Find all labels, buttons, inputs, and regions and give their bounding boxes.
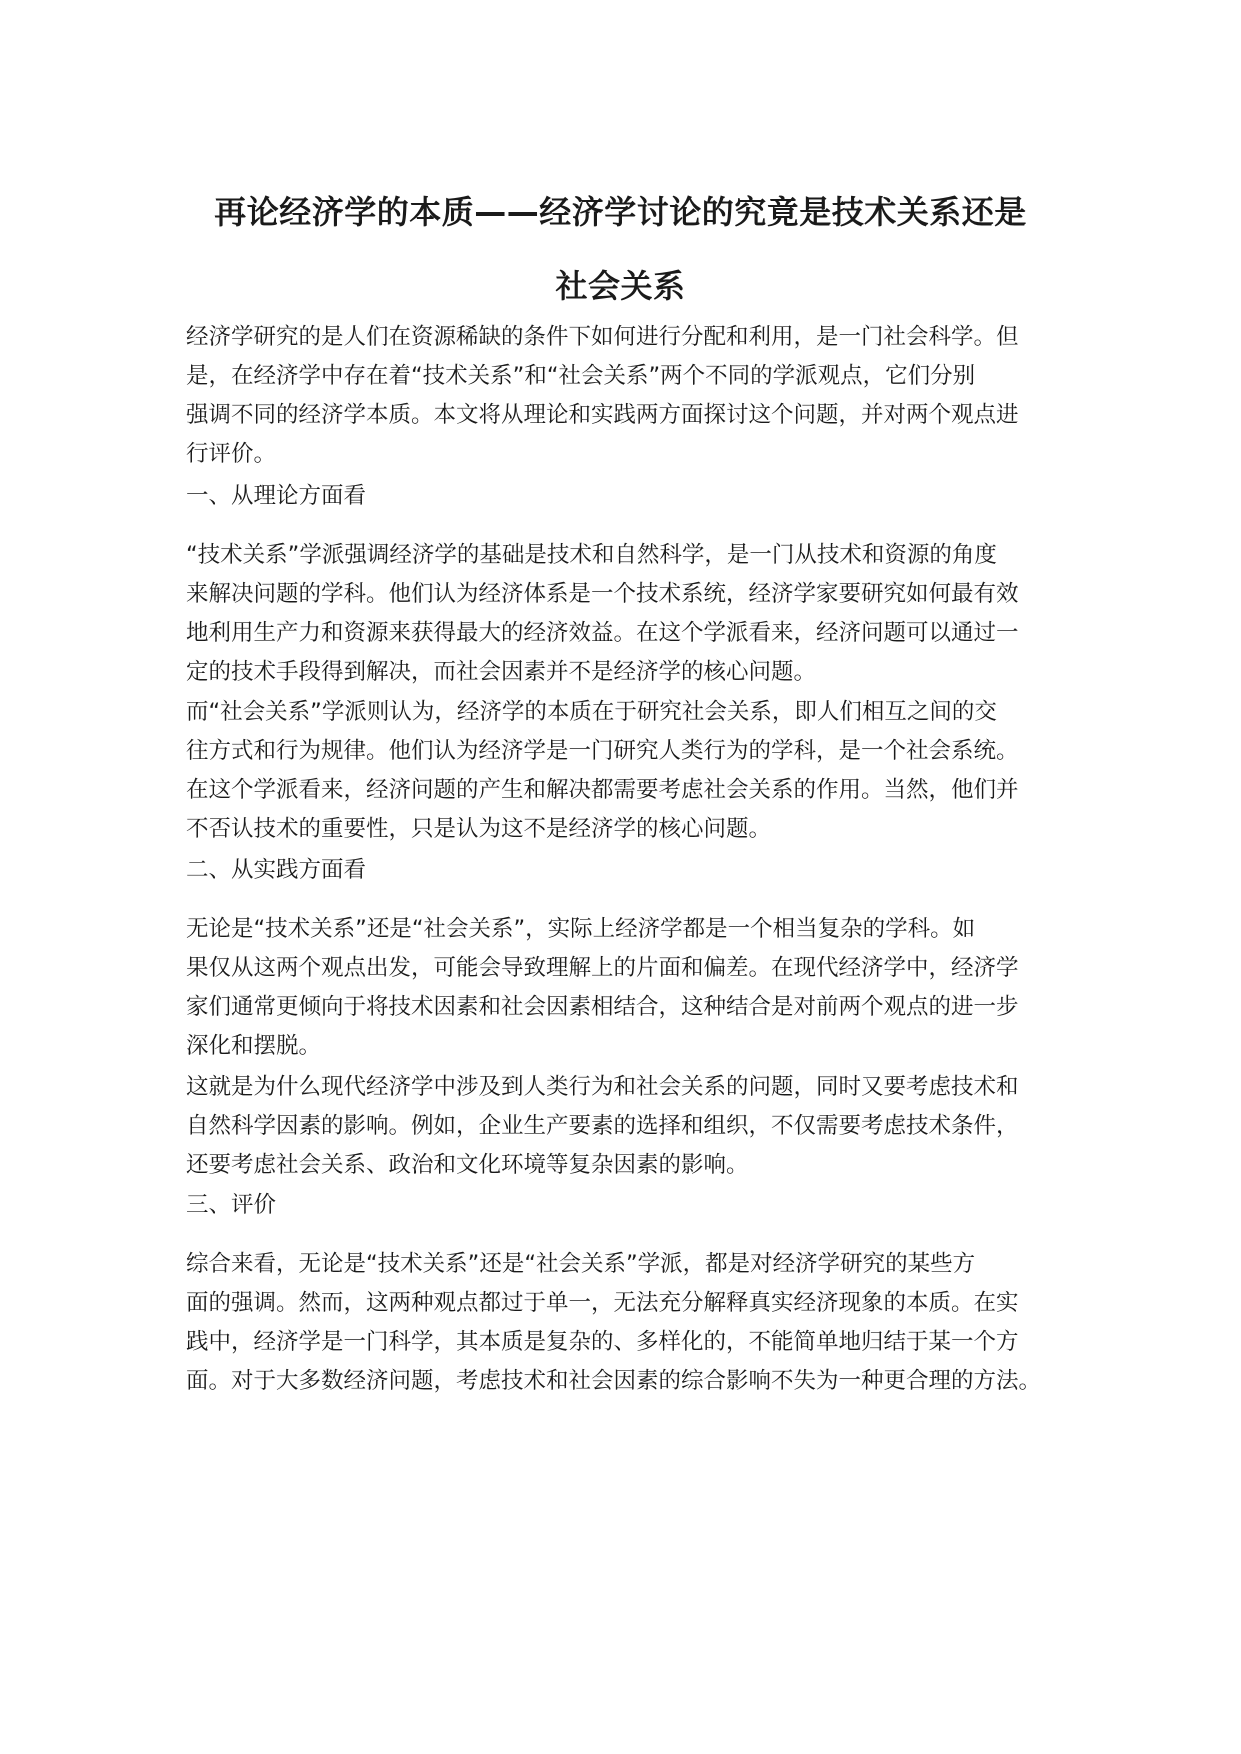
paragraph-line: 定的技术手段得到解决，而社会因素并不是经济学的核心问题。 [186,659,817,685]
title-line: 社会关系 [555,267,686,305]
paragraph-line: 面。对于大多数经济问题，考虑技术和社会因素的综合影响不失为一种更合理的方法。 [186,1368,1042,1394]
paragraph-line: 还要考虑社会关系、政治和文化环境等复杂因素的影响。 [186,1152,749,1178]
paragraph-line: “技术关系”学派强调经济学的基础是技术和自然科学，是一门从技术和资源的角度 [186,542,997,568]
paragraph-line: 地利用生产力和资源来获得最大的经济效益。在这个学派看来，经济问题可以通过一 [186,620,1019,646]
paragraph-line: 在这个学派看来，经济问题的产生和解决都需要考虑社会关系的作用。当然，他们并 [186,777,1019,803]
section-heading-practice: 二、从实践方面看 [186,857,367,883]
document-title [150,175,1091,323]
paragraph-line: 不否认技术的重要性，只是认为这不是经济学的核心问题。 [186,816,772,842]
section-heading-evaluation: 三、评价 [186,1192,277,1218]
evaluation-paragraph [186,1245,1076,1401]
section-heading-theory: 一、从理论方面看 [186,483,367,509]
paragraph-line: 这就是为什么现代经济学中涉及到人类行为和社会关系的问题，同时又要考虑技术和 [186,1074,1019,1100]
paragraph-line: 践中，经济学是一门科学，其本质是复杂的、多样化的，不能简单地归结于某一个方 [186,1329,1019,1355]
paragraph-line: 而“社会关系”学派则认为，经济学的本质在于研究社会关系，即人们相互之间的交 [186,699,997,725]
paragraph-line: 往方式和行为规律。他们认为经济学是一门研究人类行为的学科，是一个社会系统。 [186,738,1019,764]
modern-economics-paragraph [186,1068,1076,1185]
paragraph-line: 行评价。 [186,441,277,467]
paragraph-line: 果仅从这两个观点出发，可能会导致理解上的片面和偏差。在现代经济学中，经济学 [186,955,1019,981]
intro-paragraph [186,318,1076,474]
paragraph-line: 自然科学因素的影响。例如，企业生产要素的选择和组织，不仅需要考虑技术条件， [186,1113,1019,1139]
paragraph-line: 面的强调。然而，这两种观点都过于单一，无法充分解释真实经济现象的本质。在实 [186,1290,1019,1316]
paragraph-line: 深化和摆脱。 [186,1033,322,1059]
technical-school-paragraph [186,536,1076,692]
title-line: 再论经济学的本质——经济学讨论的究竟是技术关系还是 [214,193,1027,231]
paragraph-line: 来解决问题的学科。他们认为经济体系是一个技术系统，经济学家要研究如何最有效 [186,581,1019,607]
paragraph-line: 综合来看，无论是“技术关系”还是“社会关系”学派，都是对经济学研究的某些方 [186,1251,976,1277]
social-school-paragraph [186,693,1076,849]
paragraph-line: 家们通常更倾向于将技术因素和社会因素相结合，这种结合是对前两个观点的进一步 [186,994,1019,1020]
practice-paragraph [186,910,1076,1066]
paragraph-line: 无论是“技术关系”还是“社会关系”，实际上经济学都是一个相当复杂的学科。如 [186,916,976,942]
paragraph-line: 经济学研究的是人们在资源稀缺的条件下如何进行分配和利用，是一门社会科学。但 [186,324,1019,350]
paragraph-line: 强调不同的经济学本质。本文将从理论和实践两方面探讨这个问题，并对两个观点进 [186,402,1019,428]
paragraph-line: 是，在经济学中存在着“技术关系”和“社会关系”两个不同的学派观点，它们分别 [186,363,976,389]
